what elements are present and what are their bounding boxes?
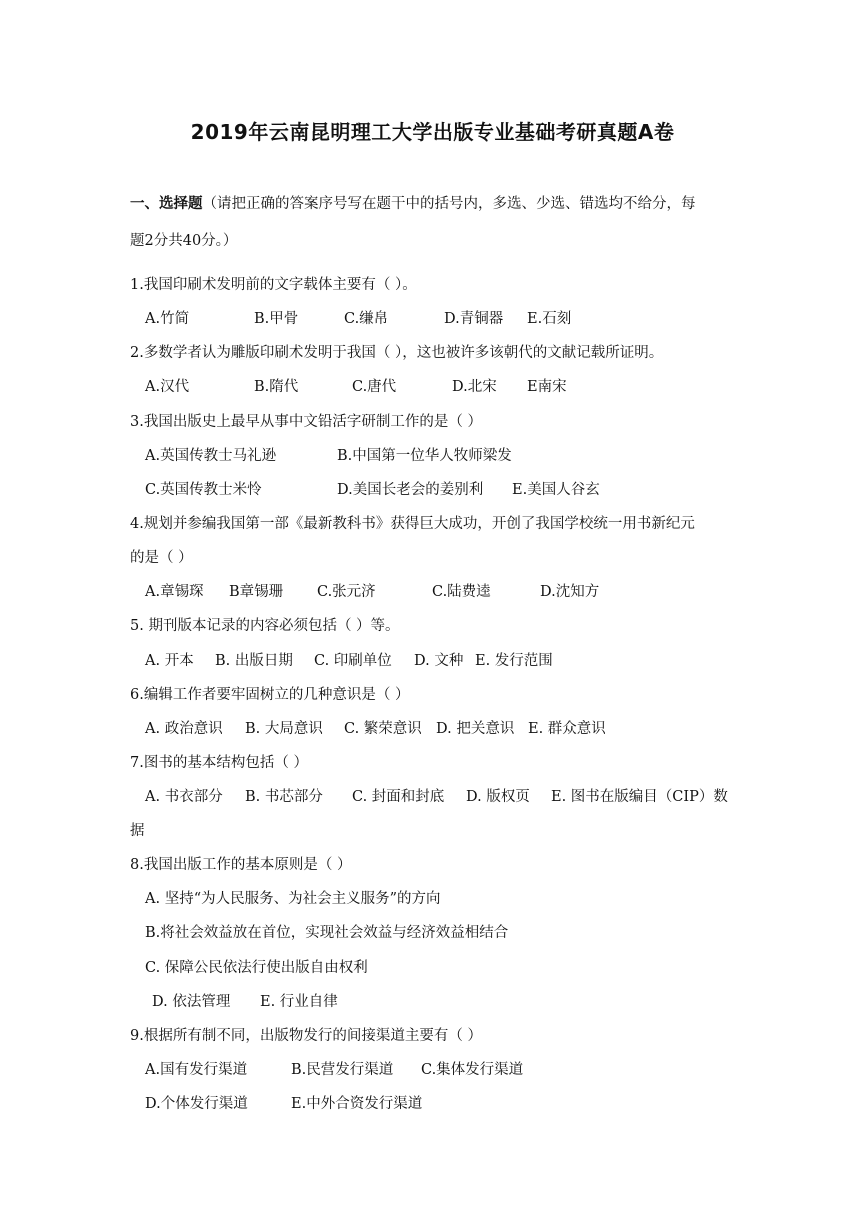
option: C. 封面和封底 (352, 789, 445, 805)
option: E. 行业自律 (260, 994, 338, 1010)
option: B.甲骨 (254, 311, 299, 327)
page-title: 2019年云南昆明理工大学出版专业基础考研真题A卷 (190, 120, 675, 144)
section-instruction-line-1: （请把正确的答案序号写在题干中的括号内，多选、少选、错选均不给分，每 (202, 196, 696, 212)
question-stem: 5. 期刊版本记录的内容必须包括（ ）等。 (130, 618, 400, 634)
option: C.英国传教士米怜 (145, 482, 262, 498)
option: A. 坚持“为人民服务、为社会主义服务”的方向 (145, 891, 441, 907)
option: A.汉代 (145, 379, 190, 395)
option: A. 政治意识 (145, 721, 223, 737)
option: D. 依法管理 (152, 994, 231, 1010)
option: C. 保障公民依法行使出版自由权利 (145, 960, 368, 976)
question-stem: 4.规划并参编我国第一部《最新教科书》获得巨大成功，开创了我国学校统一用书新纪元 (130, 516, 695, 532)
option: D.青铜器 (444, 311, 504, 327)
option: E.中外合资发行渠道 (291, 1096, 423, 1112)
option: B. 书芯部分 (245, 789, 323, 805)
section-instructions (130, 192, 696, 213)
question-stem: 7.图书的基本结构包括（ ） (130, 755, 308, 771)
question-stem: 6.编辑工作者要牢固树立的几种意识是（ ） (130, 687, 410, 703)
question-stem: 8.我国出版工作的基本原则是（ ） (130, 857, 352, 873)
option: B.将社会效益放在首位，实现社会效益与经济效益相结合 (145, 925, 509, 941)
option: E南宋 (527, 379, 567, 395)
option: D.美国长老会的姜别利 (337, 482, 484, 498)
option: D.北宋 (452, 379, 497, 395)
option: D. 把关意识 (436, 721, 515, 737)
option: C.集体发行渠道 (421, 1062, 524, 1078)
option: B.中国第一位华人牧师梁发 (337, 448, 512, 464)
question-stem: 9.根据所有制不同，出版物发行的间接渠道主要有（ ） (130, 1028, 482, 1044)
option: C.唐代 (352, 379, 397, 395)
option: C.张元济 (317, 584, 376, 600)
option: A.国有发行渠道 (145, 1062, 248, 1078)
option: D. 版权页 (466, 789, 530, 805)
option-wrap: 据 (130, 823, 145, 839)
option: C.陆费逵 (432, 584, 491, 600)
option: E. 发行范围 (475, 653, 553, 669)
option: A.竹简 (145, 311, 190, 327)
option: D. 文种 (414, 653, 464, 669)
option: A.英国传教士马礼逊 (145, 448, 277, 464)
option: A.章锡琛 (145, 584, 204, 600)
option: E.石刻 (527, 311, 572, 327)
option: C.缣帛 (344, 311, 389, 327)
section-instruction-line-2: 题2分共40分。） (130, 233, 238, 249)
option: C. 印刷单位 (314, 653, 392, 669)
option: B. 出版日期 (215, 653, 293, 669)
option: E.美国人谷玄 (512, 482, 600, 498)
section-heading: 一、选择题 (130, 196, 203, 212)
option: D.个体发行渠道 (145, 1096, 248, 1112)
question-stem: 3.我国出版史上最早从事中文铅活字研制工作的是（ ） (130, 414, 482, 430)
option: C. 繁荣意识 (344, 721, 422, 737)
option: B.民营发行渠道 (291, 1062, 394, 1078)
option: A. 书衣部分 (145, 789, 223, 805)
question-stem: 1.我国印刷术发明前的文字载体主要有（ ）。 (130, 277, 417, 293)
question-stem: 2.多数学者认为雕版印刷术发明于我国（ ），这也被许多该朝代的文献记载所证明。 (130, 345, 664, 361)
question-stem-continued: 的是（ ） (130, 550, 193, 566)
option: B. 大局意识 (245, 721, 323, 737)
option: E. 群众意识 (528, 721, 606, 737)
option: B.隋代 (254, 379, 299, 395)
option: A. 开本 (145, 653, 194, 669)
option: B章锡珊 (229, 584, 284, 600)
option: D.沈知方 (540, 584, 600, 600)
option: E. 图书在版编目（CIP）数 (551, 789, 728, 805)
